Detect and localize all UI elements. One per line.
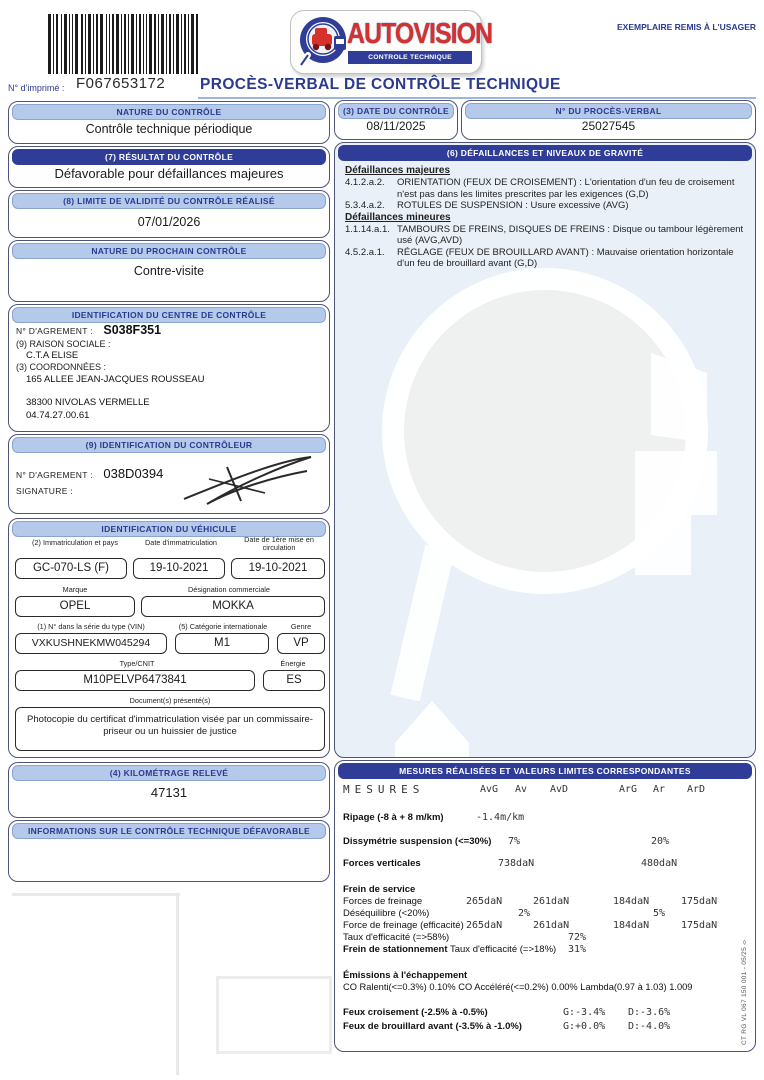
categorie-label: (5) Catégorie internationale [178, 622, 268, 631]
logo-subtitle: CONTROLE TECHNIQUE AUTOMOBILE [348, 51, 472, 64]
defect-text: RÉGLAGE (FEUX DE BROUILLARD AVANT) : Mauvaise orientation horizontale d'un feu de brouillard avant (G,D) [397, 246, 734, 269]
documents-field: Photocopie du certificat d'immatriculation visée par un commissaire-priseur ou un huissier de justice [15, 707, 325, 751]
desequilibre-rear: 5% [653, 908, 666, 919]
mesures-row-title: MESURES [343, 783, 425, 796]
defect-item [345, 224, 747, 247]
section-header: (3) DATE DU CONTRÔLE [338, 103, 454, 119]
section-header: (9) IDENTIFICATION DU CONTRÔLEUR [12, 437, 326, 453]
centre-agrement-value: S038F351 [103, 323, 162, 337]
vin-label: (1) N° dans la série du type (VIN) [37, 622, 145, 631]
controleur-agrement-label: N° D'AGREMENT : [16, 470, 93, 480]
section-header: IDENTIFICATION DU VÉHICULE [12, 521, 326, 537]
stationnement-label-bold: Frein de stationnement [343, 944, 448, 955]
nature-controle-value: Contrôle technique périodique [85, 122, 253, 136]
section-vehicule [8, 518, 330, 758]
centre-coordonnees-label: (3) COORDONNÉES : [16, 362, 107, 372]
marque-label: Marque [62, 585, 88, 594]
section-header: INFORMATIONS SUR LE CONTRÔLE TECHNIQUE DÉFAVORABLE [12, 823, 326, 839]
section-infos-defavorable [8, 820, 330, 882]
energie-label: Énergie [280, 659, 306, 668]
taux-efficacite-value: 72% [568, 932, 587, 943]
lambda-label: Lambda(0.97 à 1.03) [580, 982, 667, 992]
energie-field: ES [263, 670, 325, 691]
dissymetrie-label: Dissymétrie suspension (<=30%) [343, 836, 492, 847]
date-immat-label: Date d'immatriculation [145, 538, 217, 547]
form-reference-caption: CT RG VL 067 150 001 - 05/25 ◊ [741, 937, 748, 1045]
mineures-title: Défaillances mineures [345, 211, 451, 223]
force-efficacite-arg: 184daN [613, 920, 650, 931]
section-mesures [334, 760, 756, 1052]
type-cnit-field: M10PELVP6473841 [15, 670, 255, 691]
section-header: N° DU PROCÈS-VERBAL [465, 103, 752, 119]
defects-list [345, 165, 747, 270]
feux-brouillard-label: Feux de brouillard avant (-3.5% à -1.0%) [343, 1021, 522, 1032]
signature [179, 449, 319, 509]
scan-artifact [12, 893, 180, 896]
proces-verbal-value: 25027545 [581, 119, 636, 133]
date-circ-label: Date de 1ère mise en circulation [244, 535, 314, 552]
feux-brouillard-d: D:-4.0% [628, 1021, 671, 1032]
centre-address-line2: 38300 NIVOLAS VERMELLE [26, 397, 150, 408]
dissymetrie-front: 7% [508, 836, 521, 847]
section-proces-verbal [461, 100, 756, 140]
forces-verticales-front: 738daN [498, 858, 535, 869]
section-controleur [8, 434, 330, 514]
centre-address-line1: 165 ALLEE JEAN-JACQUES ROUSSEAU [26, 374, 205, 385]
section-defaillances [334, 142, 756, 758]
feux-brouillard-g: G:+0.0% [563, 1021, 606, 1032]
resultat-controle-value: Défavorable pour défaillances majeures [54, 166, 284, 181]
centre-phone: 04.74.27.00.61 [26, 410, 90, 421]
designation-field: MOKKA [141, 596, 325, 617]
force-efficacite-avd: 261daN [533, 920, 570, 931]
force-efficacite-label: Force de freinage (efficacité) [343, 920, 464, 931]
lambda-value: 1.009 [669, 982, 693, 992]
defect-code: 1.1.14.a.1. [345, 223, 390, 235]
controleur-agrement-value: 038D0394 [103, 466, 164, 481]
centre-agrement-label: N° D'AGREMENT : [16, 326, 93, 336]
forces-verticales-rear: 480daN [641, 858, 678, 869]
type-cnit-label: Type/CNIT [119, 659, 155, 668]
genre-field: VP [277, 633, 325, 654]
printed-number-value: F067653172 [76, 75, 166, 92]
defect-text: ROTULES DE SUSPENSION : Usure excessive (AVG) [397, 200, 629, 211]
section-kilometrage [8, 762, 330, 818]
section-header: (6) DÉFAILLANCES ET NIVEAUX DE GRAVITÉ [338, 145, 752, 161]
feux-croisement-g: G:-3.4% [563, 1007, 606, 1018]
scan-artifact [176, 895, 179, 1075]
copy-recipient-label: EXEMPLAIRE REMIS À L'USAGER [617, 22, 756, 32]
defect-code: 4.1.2.a.2. [345, 177, 385, 188]
feux-croisement-label: Feux croisement (-2.5% à -0.5%) [343, 1007, 488, 1018]
section-centre-controle [8, 304, 330, 432]
scan-artifact [216, 976, 332, 1054]
autovision-logo [290, 10, 493, 74]
section-resultat-controle [8, 146, 330, 188]
dissymetrie-rear: 20% [651, 836, 670, 847]
defect-item [345, 200, 747, 212]
section-nature-controle [8, 101, 330, 144]
document-title: PROCÈS-VERBAL DE CONTRÔLE TECHNIQUE [200, 76, 561, 93]
majeures-title: Défaillances majeures [345, 165, 451, 176]
stationnement-line [343, 944, 556, 955]
signature-label: SIGNATURE : [16, 486, 73, 496]
defect-code: 4.5.2.a.1. [345, 246, 385, 258]
autovision-magnifier-icon [296, 14, 350, 72]
defect-text: TAMBOURS DE FREINS, DISQUES DE FREINS : Disque ou tambour légèrement usé (AVG,AVD) [397, 223, 744, 246]
defect-item [345, 247, 747, 270]
col-av: Av [515, 784, 528, 795]
centre-raison-label: (9) RAISON SOCIALE : [16, 339, 111, 349]
forces-freinage-avd: 261daN [533, 896, 570, 907]
co-ralenti-label: CO Ralenti(<=0.3%) [343, 982, 427, 992]
stationnement-label: Taux d'efficacité (=>18%) [447, 944, 557, 955]
taux-efficacite-label: Taux d'efficacité (=>58%) [343, 932, 450, 943]
barcode [48, 14, 200, 74]
immat-field: GC-070-LS (F) [15, 558, 127, 579]
title-underline [198, 97, 756, 99]
co-accel-label: CO Accéléré(<=0.2%) [458, 982, 549, 992]
section-header: MESURES RÉALISÉES ET VALEURS LIMITES CORRESPONDANTES [338, 763, 752, 779]
vin-field: VXKUSHNEKMW045294 [15, 633, 167, 654]
controleur-agrement-line [16, 465, 163, 483]
forces-freinage-avg: 265daN [466, 896, 503, 907]
section-header: NATURE DU CONTRÔLE [12, 104, 326, 120]
immat-label: (2) Immatriculation et pays [32, 538, 118, 547]
kilometrage-value: 47131 [150, 785, 188, 800]
section-header: (4) KILOMÉTRAGE RELEVÉ [12, 765, 326, 781]
prochain-controle-value: Contre-visite [133, 264, 205, 278]
section-date-controle [334, 100, 458, 140]
defect-item [345, 177, 747, 200]
section-header: IDENTIFICATION DU CENTRE DE CONTRÔLE [12, 307, 326, 323]
ripage-value: -1.4m/km [476, 812, 525, 823]
printed-number-label: N° d'imprimé : [8, 83, 65, 93]
defect-text: ORIENTATION (FEUX DE CROISEMENT) : L'orientation d'un feu de croisement n'est pas dans les limites prescrites par les exigences (G,D) [397, 177, 735, 200]
forces-freinage-ard: 175daN [681, 896, 718, 907]
limite-validite-value: 07/01/2026 [137, 215, 201, 229]
section-header: (8) LIMITE DE VALIDITÉ DU CONTRÔLE RÉALISÉ [12, 193, 326, 209]
date-controle-value: 08/11/2025 [366, 119, 426, 133]
feux-croisement-d: D:-3.6% [628, 1007, 671, 1018]
section-header: NATURE DU PROCHAIN CONTRÔLE [12, 243, 326, 259]
section-limite-validite [8, 190, 330, 238]
centre-raison-value: C.T.A ELISE [26, 350, 79, 361]
col-ard: ArD [687, 784, 706, 795]
col-ar: Ar [653, 784, 666, 795]
force-efficacite-ard: 175daN [681, 920, 718, 931]
force-efficacite-avg: 265daN [466, 920, 503, 931]
emissions-line [343, 982, 692, 992]
forces-verticales-label: Forces verticales [343, 858, 421, 869]
defect-code: 5.3.4.a.2. [345, 200, 385, 211]
desequilibre-label: Déséquilibre (<20%) [343, 908, 430, 919]
section-header: (7) RÉSULTAT DU CONTRÔLE [12, 149, 326, 165]
forces-freinage-arg: 184daN [613, 896, 650, 907]
stationnement-value: 31% [568, 944, 587, 955]
documents-label: Document(s) présenté(s) [129, 696, 211, 705]
col-arg: ArG [619, 784, 638, 795]
co-accel-value: 0.00% [551, 982, 578, 992]
forces-freinage-label: Forces de freinage [343, 896, 423, 907]
centre-agrement-line [16, 321, 161, 339]
frein-service-title: Frein de service [343, 884, 416, 895]
designation-label: Désignation commerciale [188, 585, 270, 594]
marque-field: OPEL [15, 596, 135, 617]
col-avd: AvD [550, 784, 569, 795]
ripage-label: Ripage (-8 à + 8 m/km) [343, 812, 444, 823]
section-prochain-controle [8, 240, 330, 302]
desequilibre-front: 2% [518, 908, 531, 919]
co-ralenti-value: 0.10% [429, 982, 456, 992]
genre-label: Genre [290, 622, 312, 631]
date-immat-field: 19-10-2021 [133, 558, 225, 579]
emissions-title: Émissions à l'échappement [343, 970, 468, 981]
col-avg: AvG [480, 784, 499, 795]
date-circ-field: 19-10-2021 [231, 558, 325, 579]
categorie-field: M1 [175, 633, 269, 654]
logo-wordmark: AUTOVISION [347, 17, 493, 51]
